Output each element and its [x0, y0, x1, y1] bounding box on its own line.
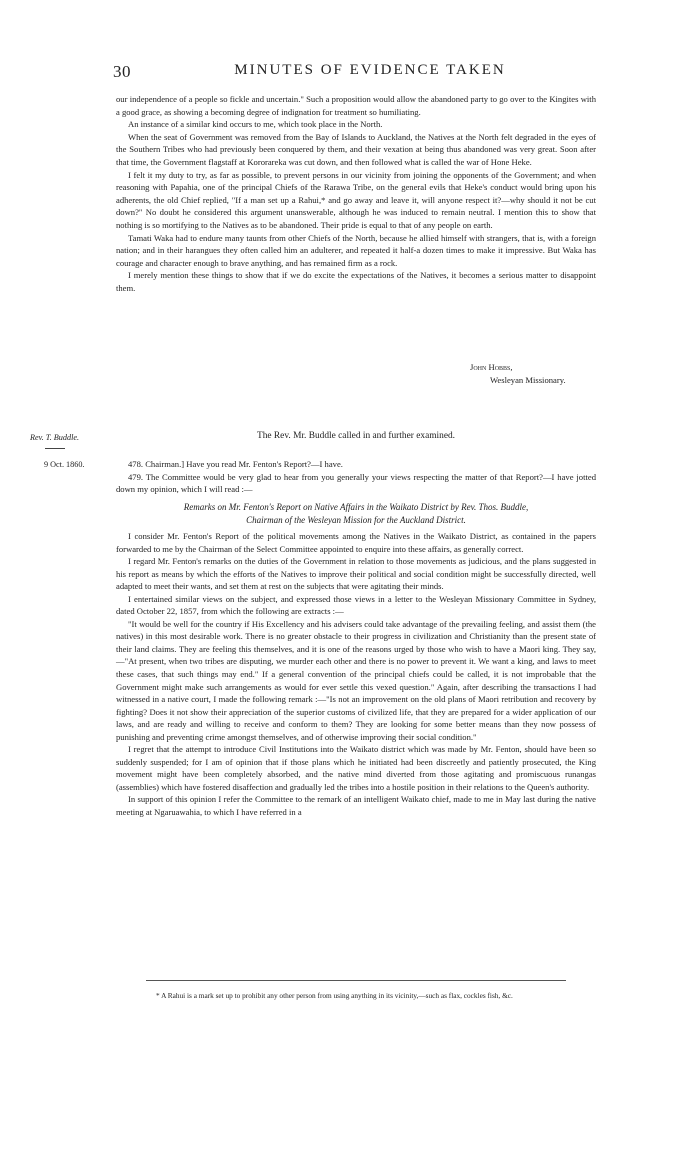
paragraph: Tamati Waka had to endure many taunts from other Chiefs of the North, because he allied himself with strangers, that is, with a foreign nation; and in their harangues they often called him an adulterer, and repeated it half-a dozen times to make it impressive. But Waka has courage and character enough to brave anything, and has remained firm as a rock.	[116, 232, 596, 268]
paragraph: When the seat of Government was removed from the Bay of Islands to Auckland, the Natives at the North felt degraded in the eyes of the Southern Tribes who had previously been conquered by them, and their vexation at being thus abandoned was very great. Soon after that time, the Government flagstaff at Kororareka was cut down, and then followed what is called the war of Hone Heke.	[116, 131, 596, 167]
signatory-name: John Hobbs,	[470, 362, 513, 372]
letter-body	[116, 93, 596, 295]
remarks-title	[116, 501, 596, 527]
remarks-title-line: Chairman of the Wesleyan Mission for the Auckland District.	[246, 515, 466, 525]
paragraph: An instance of a similar kind occurs to me, which took place in the North.	[128, 119, 383, 130]
signatory-title: Wesleyan Missionary.	[490, 374, 566, 385]
footnote-text: * A Rahui is a mark set up to prohibit any other person from using anything in its vicinity,—such as flax, cockles fish, &c.	[156, 991, 513, 1000]
question-479: 479. The Committee would be very glad to hear from you generally your views respecting the matter of that Report?—I have jotted down my opinion, which I will read :—	[116, 471, 596, 495]
footnote	[146, 990, 566, 1001]
margin-rule	[45, 448, 65, 449]
running-head: MINUTES OF EVIDENCE TAKEN	[234, 62, 506, 78]
quoted-extract: "It would be well for the country if His Excellency and his advisers could take advantage of the prevailing feeling, and assist them (the natives) in this most desirable work. There is no greater obstacle to their progress in civilization and Christianity than the present state of their land claims. They are feeling this themselves, and it is one of the reasons urged by those who wish to have a Maori king. They say,—"At present, when two tribes are disputing, we murder each other and there is no power to prevent it. We want a king, and laws to meet these cases, that such things may end." If a general convention of the principal chiefs could be called, it is not improbable that the Government might make such arrangements as would for ever settle this vexed question." Again, after describing the transactions I had witnessed in a native court, I made the following remark :—"Is not an improvement on the old plans of Maori retribution and recovery by fighting? Does it not show their appreciation of the superior customs of civilized life, that they are prepared for a wider application of our laws, and are ready and willing to receive and conform to them? They are looking for some better means than they now possess of punishing and preventing crime amongst themselves, and of otherwise improving their social condition."	[116, 618, 596, 742]
paragraph: I regard Mr. Fenton's remarks on the duties of the Government in relation to those movements as judicious, and the plans suggested in his report as means by which the efforts of the Natives to improve their political and social condition might be successfully directed, well adapted to meet their wants, and set them at rest on the subjects that were agitating their minds.	[116, 556, 596, 592]
remarks-title-line: Remarks on Mr. Fenton's Report on Native Affairs in the Waikato District by Rev. Thos. Buddle,	[183, 502, 529, 512]
margin-witness-name: Rev. T. Buddle.	[30, 433, 80, 442]
questions-answers	[116, 458, 596, 496]
signature-block	[420, 361, 596, 386]
paragraph: I merely mention these things to show that if we do excite the expectations of the Natives, it becomes a serious matter to disappoint them.	[116, 270, 596, 293]
paragraph: I entertained similar views on the subject, and expressed those views in a letter to the Wesleyan Missionary Committee in Sydney, dated October 22, 1857, from which the following are extracts :—	[116, 593, 596, 617]
remarks-body	[116, 530, 596, 819]
section-heading: The Rev. Mr. Buddle called in and further examined.	[256, 431, 456, 441]
paragraph: I consider Mr. Fenton's Report of the political movements among the Natives in the Waikato District, as contained in the papers forwarded to me by the Chairman of the Select Committee appointed to enquire into these affairs, as generally correct.	[116, 531, 596, 554]
page-header	[0, 62, 700, 82]
question-478: 478. Chairman.] Have you read Mr. Fenton's Report?—I have.	[128, 459, 343, 469]
page-number: 30	[113, 62, 131, 81]
paragraph: In support of this opinion I refer the Committee to the remark of an intelligent Waikato chief, made to me in May last during the native meeting at Ngaruawahia, to which I have referred in a	[116, 794, 596, 818]
paragraph: our independence of a people so fickle and uncertain." Such a proposition would allow the abandoned party to go over to the Kingites with a good grace, as showing a becoming degree of indignation for treatment so humiliating.	[116, 94, 596, 117]
paragraph: I regret that the attempt to introduce Civil Institutions into the Waikato district which was made by Mr. Fenton, should have been so suddenly suspended; for I am of opinion that if those plans which he initiated had been discreetly and patiently prosecuted, the King movement might have been completely absorbed, and the native mind diverted from those agitating and promiscuous runangas (assemblies) which have fostered disaffection and gradually led the tribes into a hostile position in their relations to the Queen's authority.	[116, 744, 596, 792]
margin-date: 9 Oct. 1860.	[44, 460, 85, 469]
footnote-rule	[146, 980, 566, 981]
paragraph: I felt it my duty to try, as far as possible, to prevent persons in our vicinity from joining the opponents of the Government; and when reasoning with Papahia, one of the principal Chiefs of the Rarawa Tribe, on the general evils that Heke's conduct would bring upon his adherents, the old Chief replied, "If a man set up a Rahui,* and go away and leave it, will anyone respect it?—why should it not be cut down?" No doubt he considered this argument unanswerable, although he was induced to remain neutral. I mention this to show that nothing is so mortifying to the Natives as to be abandoned. Their pride is equal to that of any people on earth.	[116, 169, 596, 230]
